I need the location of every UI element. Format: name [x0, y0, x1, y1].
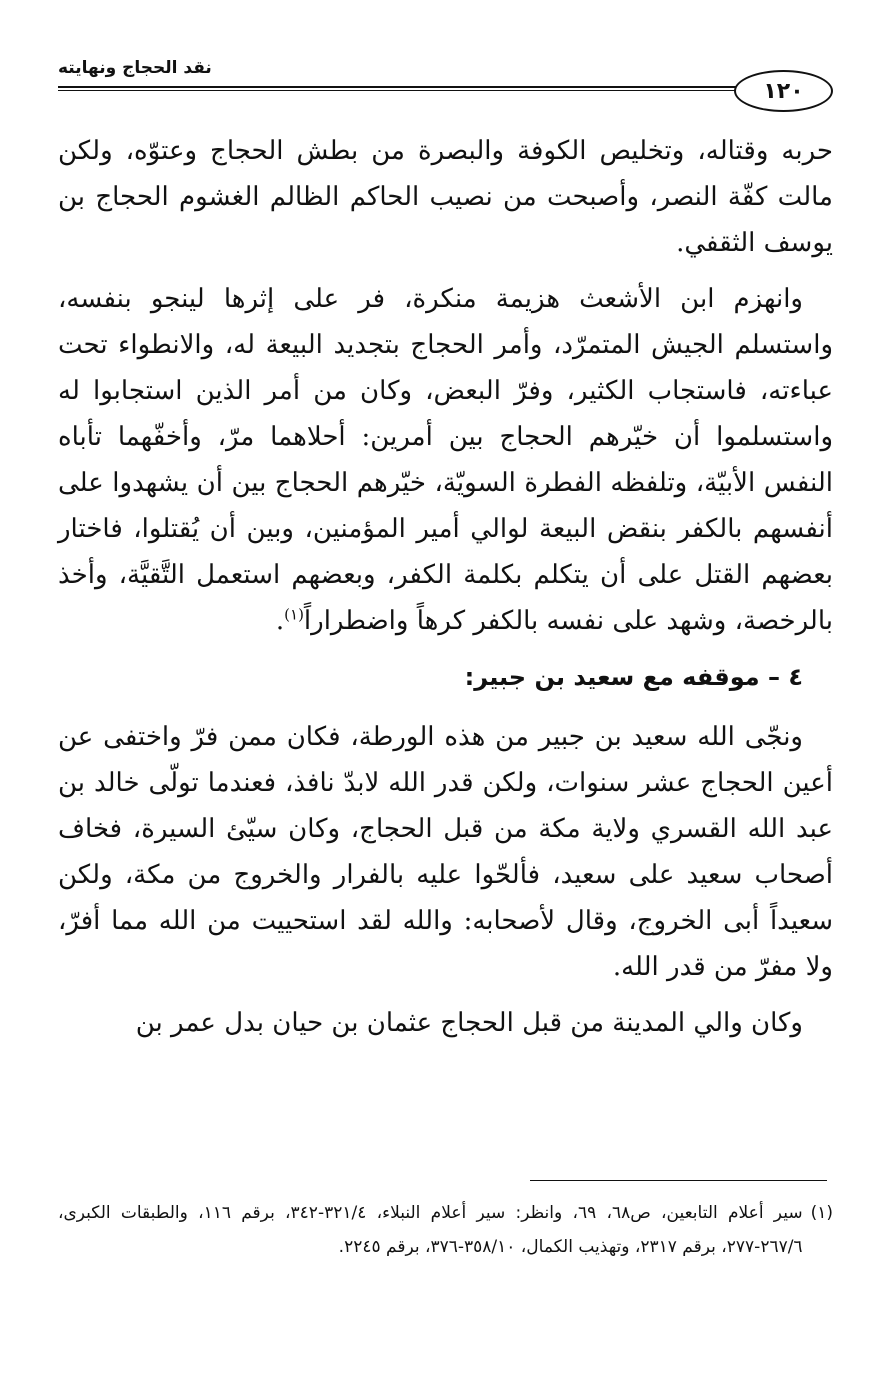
footnote-rule [530, 1180, 827, 1181]
running-title: نقد الحجاج ونهايته [58, 58, 212, 78]
paragraph-2 [58, 276, 833, 644]
header-rule [58, 86, 790, 91]
footnote [58, 1196, 833, 1264]
footnote-reference: (١) [284, 605, 304, 624]
paragraph-2-end: . [275, 606, 285, 636]
footnotes [58, 1196, 833, 1264]
main-text [58, 128, 833, 1056]
section-heading: ٤ – موقفه مع سعيد بن جبير: [464, 663, 803, 691]
footnote-text: سير أعلام التابعين، ص٦٨، ٦٩، وانظر: سير أعلام النبلاء، ٣٢١/٤-٣٤٢، برقم ١١٦، والطبقات الكبرى، ٢٦٧/٦-٢٧٧، برقم ٢٣١٧، وتهذيب الكمال، ٣٥٨/١٠-٣٧٦، برقم ٢٢٤٥. [58, 1203, 803, 1257]
paragraph-4: وكان والي المدينة من قبل الحجاج عثمان بن حيان بدل عمر بن [135, 1008, 803, 1038]
paragraph-1: حربه وقتاله، وتخليص الكوفة والبصرة من بطش الحجاج وعتوّه، ولكن مالت كفّة النصر، وأصبحت من نصيب الحاكم الظالم الغشوم الحجاج بن يوسف الثقفي. [58, 136, 833, 258]
paragraph-3: ونجّى الله سعيد بن جبير من هذه الورطة، فكان ممن فرّ واختفى عن أعين الحجاج عشر سنوات، ولكن قدر الله لابدّ نافذ، فعندما تولّى خالد بن عبد الله القسري ولاية مكة من قبل الحجاج، وكان سيّئ السيرة، فخاف أصحاب سعيد على سعيد، فألحّوا عليه بالفرار والخروج من مكة، ولكن سعيداً أبى الخروج، وقال لأصحابه: والله لقد استحييت من الله مما أفرّ، ولا مفرّ من قدر الله. [58, 722, 833, 982]
footnote-marker: (١) [810, 1203, 833, 1223]
paragraph-2-text: وانهزم ابن الأشعث هزيمة منكرة، فر على إثرها لينجو بنفسه، واستسلم الجيش المتمرّد، وأمر الحجاج بتجديد البيعة له، والانطواء تحت عباءته، فاستجاب الكثير، وفرّ البعض، وكان من أمر الذين استجابوا له واستسلموا أن خيّرهم الحجاج بين أمرين: أحلاهما مرّ، وأخفّهما تأباه النفس الأبيّة، وتلفظه الفطرة السويّة، خيّرهم الحجاج بين أن يشهدوا على أنفسهم بالكفر بنقض البيعة لوالي أمير المؤمنين، وبين أن يُقتلوا، فاختار بعضهم القتل على أن يتكلم بكلمة الكفر، وبعضهم استعمل التَّقيَّة، وأخذ بالرخصة، وشهد على نفسه بالكفر كرهاً واضطراراً [58, 284, 833, 636]
page-number: ١٢٠ [734, 70, 833, 112]
